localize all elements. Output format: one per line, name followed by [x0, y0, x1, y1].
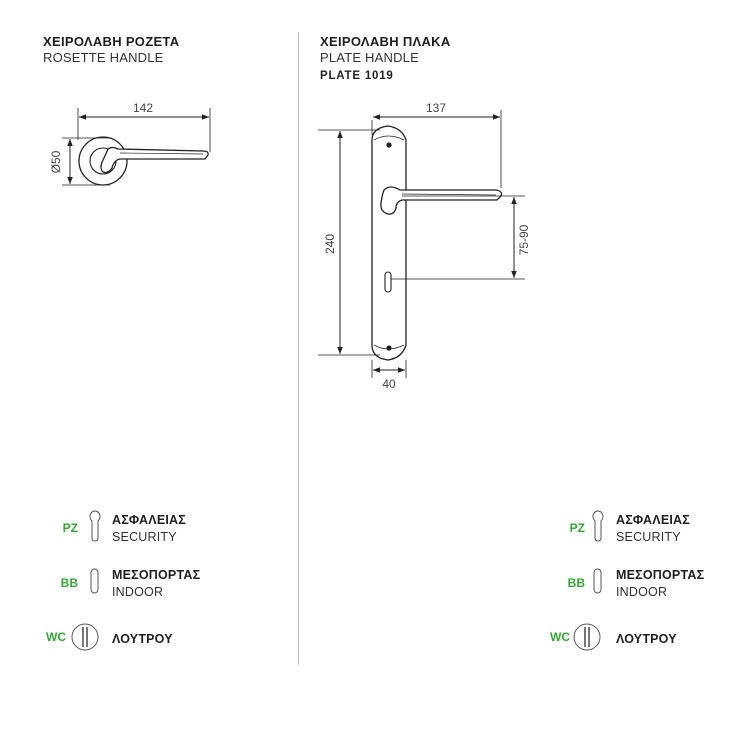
legend-security-english: SECURITY: [112, 530, 177, 544]
legend-security-greek: ΑΣΦΑΛΕΙΑΣ: [616, 513, 690, 527]
legend-code-pz: PZ: [569, 521, 585, 535]
euro-cylinder-keyhole-icon: [90, 511, 100, 541]
euro-cylinder-keyhole-icon: [593, 511, 603, 541]
wc-turn-icon: [574, 624, 600, 650]
legend-indoor-english: INDOOR: [616, 585, 668, 599]
rosette-title-english: ROSETTE HANDLE: [43, 50, 164, 65]
rosette-length-label: 142: [132, 101, 154, 115]
legend-code-wc: WC: [46, 630, 66, 644]
legend-bathroom-greek: ΛΟΥΤΡΟΥ: [112, 632, 173, 646]
plate-model-code: PLATE 1019: [320, 70, 394, 82]
rosette-handle-drawing: [62, 108, 210, 185]
plate-handle-drawing: [318, 110, 525, 378]
plate-height-label: 240: [323, 233, 337, 255]
plate-centers-label: 75-90: [517, 224, 531, 256]
plate-length-label: 137: [425, 101, 447, 115]
legend-indoor-english: INDOOR: [112, 585, 164, 599]
plate-title-english: PLATE HANDLE: [320, 50, 419, 65]
slot-keyhole-icon: [594, 569, 601, 593]
plate-title-greek: ΧΕΙΡΟΛΑΒΗ ΠΛΑΚΑ: [320, 34, 451, 49]
rosette-diameter-label: Ø50: [49, 150, 63, 174]
legend-code-wc: WC: [550, 630, 570, 644]
legend-security-english: SECURITY: [616, 530, 681, 544]
legend-security-greek: ΑΣΦΑΛΕΙΑΣ: [112, 513, 186, 527]
rosette-title-greek: ΧΕΙΡΟΛΑΒΗ ΡΟΖΕΤΑ: [43, 34, 180, 49]
legend-code-bb: BB: [567, 576, 585, 590]
plate-width-label: 40: [382, 377, 396, 391]
slot-keyhole-icon: [91, 569, 98, 593]
legend-indoor-greek: ΜΕΣΟΠΟΡΤΑΣ: [112, 568, 201, 582]
wc-turn-icon: [72, 624, 98, 650]
legend-bathroom-greek: ΛΟΥΤΡΟΥ: [616, 632, 677, 646]
legend-code-pz: PZ: [62, 521, 78, 535]
legend-code-bb: BB: [60, 576, 78, 590]
legend-indoor-greek: ΜΕΣΟΠΟΡΤΑΣ: [616, 568, 705, 582]
